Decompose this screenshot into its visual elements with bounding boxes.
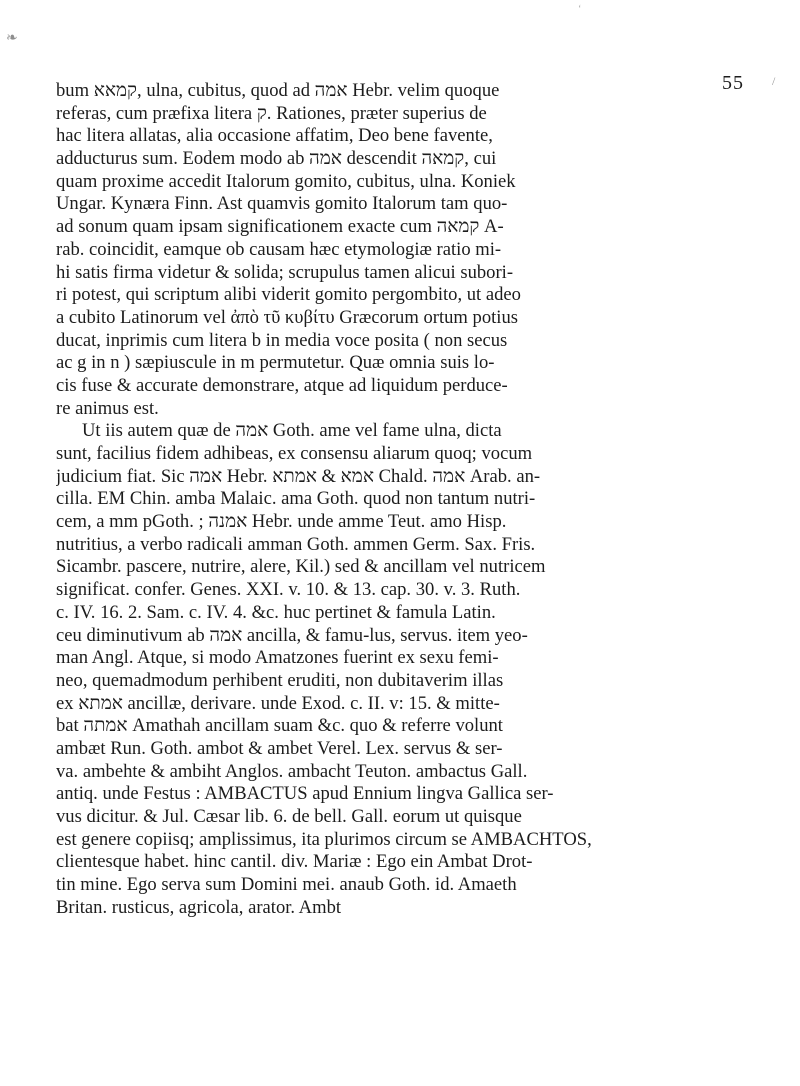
text-line: ac g in n ) sæpiuscule in m permutetur. Quæ omnia suis lo-: [56, 352, 495, 374]
text-line: bat אמתה Amathah ancillam suam &c. quo & referre volunt: [56, 715, 503, 737]
text-line: va. ambehte & ambiht Anglos. ambacht Teuton. ambactus Gall.: [56, 760, 528, 782]
text-line: rab. coincidit, eamque ob causam hæc etymologiæ ratio mi-: [56, 238, 502, 260]
text-line: nutritius, a verbo radicali amman Goth. ammen Germ. Sax. Fris.: [56, 533, 536, 555]
text-line: sunt, facilius fidem adhibeas, ex consensu aliarum quoq; vocum: [56, 443, 533, 464]
text-line: Sicambr. pascere, nutrire, alere, Kil.) sed & ancillam vel nutricem: [56, 556, 546, 578]
text-line: Ungar. Kynæra Finn. Ast quamvis gomito Italorum tam quo-: [56, 193, 508, 215]
text-line: ri potest, qui scriptum alibi viderit gomito pergombito, ut adeo: [56, 284, 521, 306]
text-line: a cubito Latinorum vel ἀπὸ τῦ κυβίτυ Græcorum ortum potius: [56, 306, 518, 328]
text-line: judicium fiat. Sic אמה Hebr. אמא & אמתא Chald. אמה Arab. an-: [56, 465, 541, 487]
text-line: cilla. EM Chin. amba Malaic. ama Goth. quod non tantum nutri-: [56, 488, 536, 510]
text-line: tin mine. Ego serva sum Domini mei. anaub Goth. id. Amaeth: [56, 874, 517, 896]
text-line: hac litera allatas, alia occasione affatim, Deo bene favente,: [56, 125, 493, 147]
text-line: referas, cum præfixa litera ק. Rationes, præter superius de: [56, 102, 487, 124]
scan-mark-top: ‘: [578, 4, 582, 15]
text-line: Britan. rusticus, agricola, arator. Ambt: [56, 896, 342, 918]
text-line: bum קמאא, ulna, cubitus, quod ad אמה Hebr. velim quoque: [56, 80, 500, 101]
text-line: ambæt Run. Goth. ambot & ambet Verel. Lex. servus & ser-: [56, 737, 503, 759]
scan-mark-left: ❧: [6, 31, 18, 46]
text-line: est genere copiisq; amplissimus, ita plurimos circum se AMBACHTOS,: [56, 828, 592, 850]
text-line: cis fuse & accurate demonstrare, atque ad liquidum perduce-: [56, 374, 508, 396]
text-line: clientesque habet. hinc cantil. div. Mariæ : Ego ein Ambat Drot-: [56, 851, 533, 873]
text-line: ad sonum quam ipsam significationem exacte cum קמאה A-: [56, 216, 504, 238]
text-line: ceu diminutivum ab אמה ancilla, & famu-lus, servus. item yeo-: [56, 624, 528, 646]
scan-mark-right: /: [772, 74, 776, 88]
body-text: [56, 80, 766, 919]
page-number: 55: [722, 72, 744, 94]
text-line: ex אמתא ancillæ, derivare. unde Exod. c. II. v: 15. & mitte-: [56, 692, 500, 714]
text-line: hi satis firma videtur & solida; scrupulus tamen alicui subori-: [56, 261, 514, 283]
text-line: neo, quemadmodum perhibent eruditi, non dubitaverim illas: [56, 669, 504, 691]
text-line: re animus est.: [56, 397, 159, 419]
paragraph-start-line: Ut iis autem quæ de אמה Goth. ame vel fame ulna, dicta: [82, 420, 502, 442]
text-line: adducturus sum. Eodem modo ab אמה descendit קמאה, cui: [56, 148, 497, 170]
text-line: vus dicitur. & Jul. Cæsar lib. 6. de bell. Gall. eorum ut quisque: [56, 806, 522, 827]
text-line: significat. confer. Genes. XXI. v. 10. & 13. cap. 30. v. 3. Ruth.: [56, 579, 521, 601]
text-line: man Angl. Atque, si modo Amatzones fuerint ex sexu femi-: [56, 647, 499, 669]
text-line: ducat, inprimis cum litera b in media voce posita ( non secus: [56, 329, 508, 351]
text-line: c. IV. 16. 2. Sam. c. IV. 4. &c. huc pertinet & famula Latin.: [56, 601, 496, 623]
text-line: cem, a mm pGoth. ; אמנה Hebr. unde amme Teut. amo Hisp.: [56, 511, 507, 533]
text-line: antiq. unde Festus : AMBACTUS apud Ennium lingva Gallica ser-: [56, 783, 554, 805]
text-line: quam proxime accedit Italorum gomito, cubitus, ulna. Koniek: [56, 170, 516, 192]
